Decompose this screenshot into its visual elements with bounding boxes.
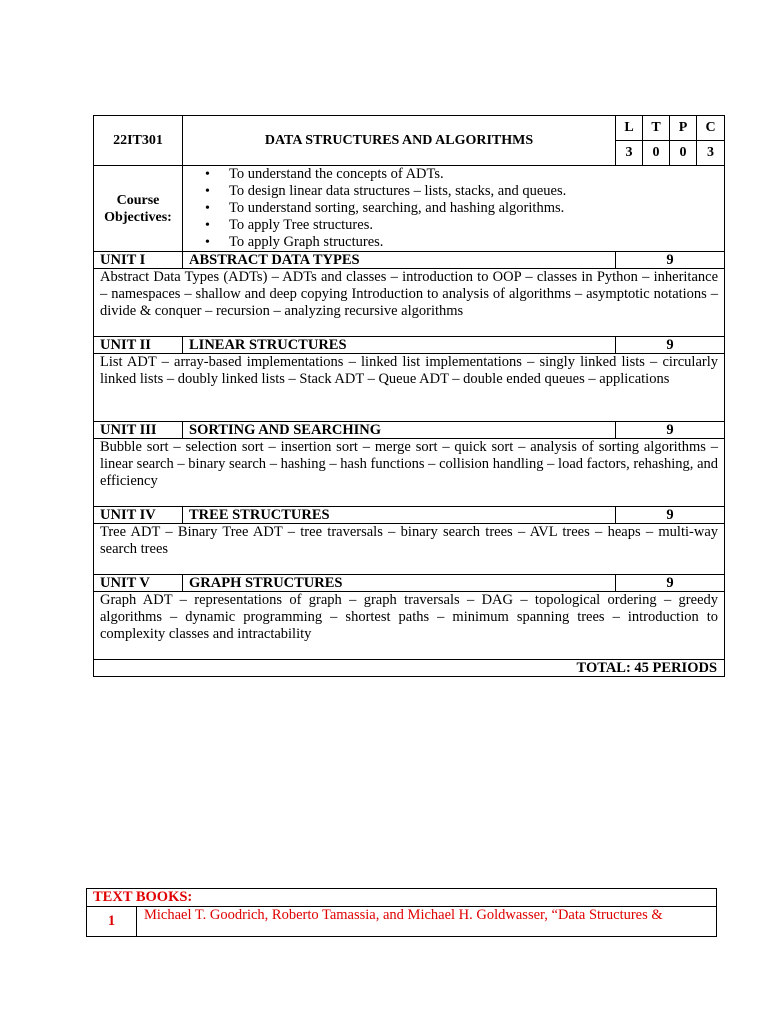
unit-hours: 9 (616, 507, 725, 524)
objectives-label (94, 166, 183, 252)
objective-item: • To design linear data structures – lists, stacks, and queues. (229, 183, 724, 200)
textbook-number: 1 (87, 907, 137, 937)
objectives-label-line2: Objectives: (104, 209, 172, 225)
ltpc-value-l: 3 (616, 141, 643, 166)
unit-header-row (94, 337, 725, 354)
unit-title: TREE STRUCTURES (183, 507, 616, 524)
unit-hours: 9 (616, 422, 725, 439)
unit-content-row (94, 269, 725, 337)
objectives-list (183, 166, 724, 251)
unit-header-row (94, 422, 725, 439)
unit-content-row (94, 354, 725, 422)
ltpc-value-t: 0 (643, 141, 670, 166)
unit-content-text: Tree ADT – Binary Tree ADT – tree traversals – binary search trees – AVL trees – heaps – multi-way search trees (100, 524, 719, 557)
objective-item: • To apply Tree structures. (229, 217, 724, 234)
unit-header-row (94, 507, 725, 524)
unit-content-row (94, 592, 725, 660)
ltpc-header-c: C (697, 116, 725, 141)
unit-content (94, 269, 725, 337)
unit-label: UNIT IV (94, 507, 183, 524)
unit-content-text: List ADT – array-based implementations – linked list implementations – singly linked lists – circularly linked lists – doubly linked lists – Stack ADT – Queue ADT – double ended queues – applications (100, 354, 719, 387)
textbooks-header: TEXT BOOKS: (87, 889, 717, 907)
course-code: 22IT301 (94, 116, 183, 166)
unit-title: ABSTRACT DATA TYPES (183, 252, 616, 269)
ltpc-value-p: 0 (670, 141, 697, 166)
ltpc-header-t: T (643, 116, 670, 141)
objectives-label-line1: Course (116, 192, 160, 208)
unit-hours: 9 (616, 252, 725, 269)
unit-label: UNIT I (94, 252, 183, 269)
ltpc-header-l: L (616, 116, 643, 141)
unit-content-text: Graph ADT – representations of graph – graph traversals – DAG – topological ordering – greedy algorithms – dynamic programming – shortest paths – minimum spanning trees – introduction to complexity classes and intractability (100, 592, 719, 642)
objectives-cell (183, 166, 725, 252)
textbook-row (87, 907, 717, 937)
unit-header-row (94, 575, 725, 592)
unit-title: SORTING AND SEARCHING (183, 422, 616, 439)
unit-content (94, 439, 725, 507)
unit-label: UNIT V (94, 575, 183, 592)
unit-content-text: Abstract Data Types (ADTs) – ADTs and classes – introduction to OOP – classes in Python – inheritance – namespaces – shallow and deep copying Introduction to analysis of algorithms – asymptotic notations – divide & conquer – recursion – analyzing recursive algorithms (100, 269, 719, 319)
unit-content (94, 354, 725, 422)
total-periods: TOTAL: 45 PERIODS (94, 660, 725, 677)
unit-hours: 9 (616, 575, 725, 592)
course-title: DATA STRUCTURES AND ALGORITHMS (183, 116, 616, 166)
unit-content-text: Bubble sort – selection sort – insertion sort – merge sort – quick sort – analysis of sorting algorithms – linear search – binary search – hashing – hash functions – collision handling – load factors, rehashing, and efficiency (100, 439, 719, 489)
ltpc-header-p: P (670, 116, 697, 141)
objective-item: • To understand sorting, searching, and hashing algorithms. (229, 200, 724, 217)
syllabus-table (93, 115, 725, 677)
unit-label: UNIT III (94, 422, 183, 439)
unit-content (94, 592, 725, 660)
objective-item: • To understand the concepts of ADTs. (229, 166, 724, 183)
unit-title: LINEAR STRUCTURES (183, 337, 616, 354)
unit-hours: 9 (616, 337, 725, 354)
unit-content-row (94, 524, 725, 575)
textbooks-table (86, 888, 717, 937)
unit-title: GRAPH STRUCTURES (183, 575, 616, 592)
unit-label: UNIT II (94, 337, 183, 354)
unit-content-row (94, 439, 725, 507)
unit-header-row (94, 252, 725, 269)
ltpc-value-c: 3 (697, 141, 725, 166)
objective-item: • To apply Graph structures. (229, 234, 724, 251)
textbook-citation: Michael T. Goodrich, Roberto Tamassia, and Michael H. Goldwasser, “Data Structures & (137, 907, 717, 937)
unit-content (94, 524, 725, 575)
